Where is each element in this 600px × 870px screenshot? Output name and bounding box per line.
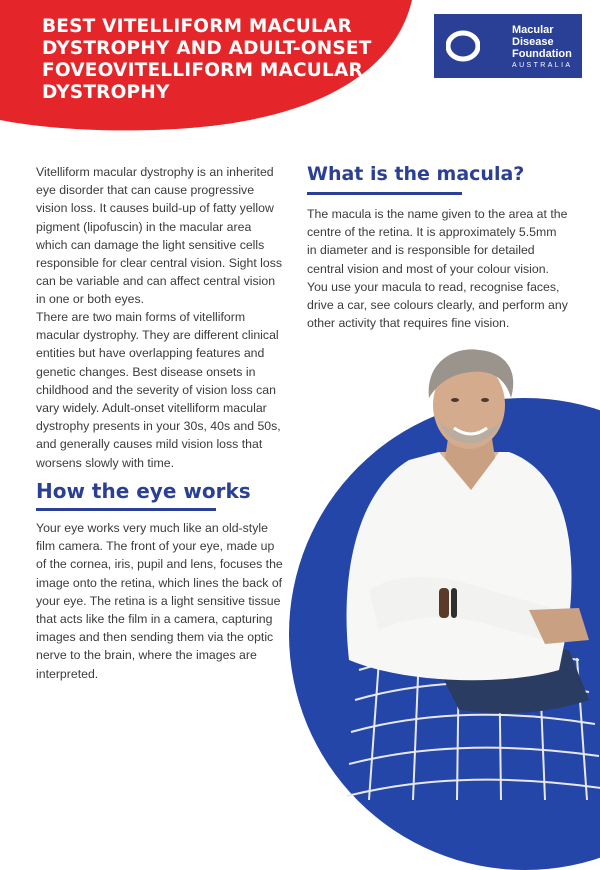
logo-text-line2: Disease <box>512 36 554 48</box>
how-the-eye-works-heading: How the eye works <box>36 479 251 503</box>
intro-paragraph: Vitelliform macular dystrophy is an inherited eye disorder that can cause progressive vision loss. It causes build-up of fatty yellow pigment (lipofuscin) in the macular area which can damage the light sensitive cells responsible for clear central vision. Sight loss can be variable and can affect central vision in one or both eyes. <box>36 165 283 307</box>
macular-disease-foundation-logo[interactable] <box>434 14 582 78</box>
page-title: BEST VITELLIFORM MACULAR DYSTROPHY AND ADULT-ONSET FOVEOVITELLIFORM MACULAR DYSTROPHY <box>42 16 372 103</box>
logo-text-line1: Macular <box>512 24 554 36</box>
eye-paragraph: Your eye works very much like an old-style film camera. The front of your eye, made up of the cornea, iris, pupil and lens, focuses the image onto the retina, which lines the back of your eye. The retina is a light sensitive tissue that acts like the film in a camera, capturing images and then sending them via the optic nerve to the brain, where the images are interpreted. <box>36 521 283 681</box>
heading-underline <box>307 192 462 195</box>
smiling-man-photo <box>289 340 600 800</box>
forms-paragraph: There are two main forms of vitelliform macular dystrophy. They are different clinical entities but have overlapping features and genetic changes. Best disease onsets in childhood and the severity of vision loss can vary widely. Adult-onset vitelliform macular dystrophy presents in your 30s, 40s and 50s, and generally causes mild vision loss that worsens slowly with time. <box>36 310 281 470</box>
eye-ring-icon <box>446 29 480 63</box>
heading-underline <box>36 508 216 511</box>
logo-text-country: AUSTRALIA <box>512 62 573 69</box>
macula-paragraph: The macula is the name given to the area at the centre of the retina. It is approximately 5.5mm in diameter and is responsible for detailed central vision and most of your colour vision. You use your macula to read, recognise faces, drive a car, see colours clearly, and perform any other activity that requires fine vision. <box>307 207 568 331</box>
what-is-the-macula-heading: What is the macula? <box>307 163 525 185</box>
logo-text-line3: Foundation <box>512 48 572 60</box>
